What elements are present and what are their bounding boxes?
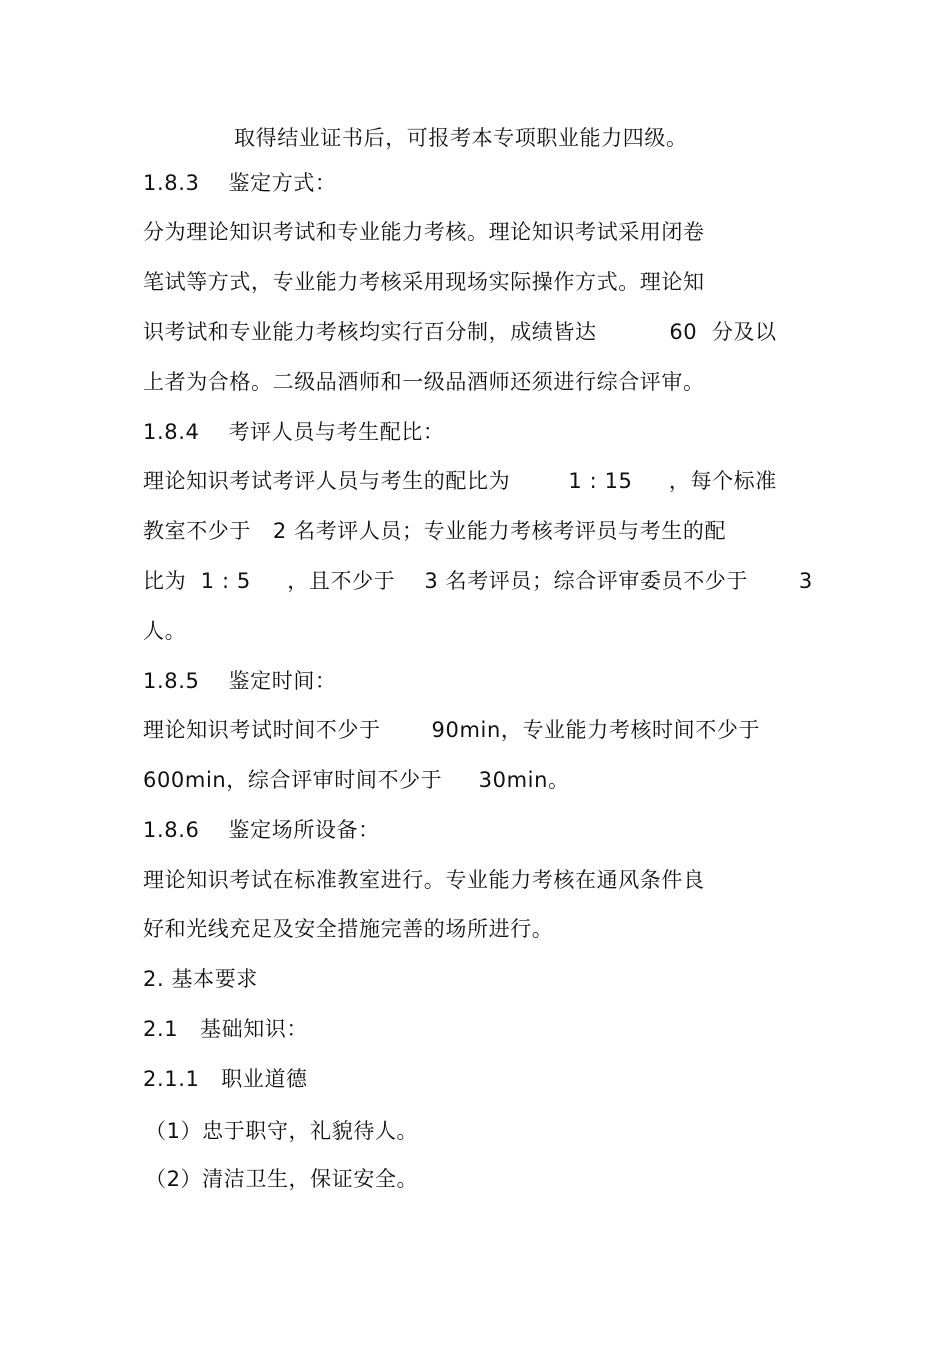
section-heading-1-8-3: 1.8.3 鉴定方式：	[143, 171, 337, 195]
paragraph-line: 人。	[143, 619, 187, 643]
list-item: （2）清洁卫生，保证安全。	[145, 1167, 419, 1191]
paragraph-line: 理论知识考试考评人员与考生的配比为 1 : 15 ，每个标准	[143, 469, 777, 493]
section-heading-2: 2. 基本要求	[143, 967, 258, 991]
section-heading-1-8-4: 1.8.4 考评人员与考生配比：	[143, 420, 445, 444]
section-heading-1-8-5: 1.8.5 鉴定时间：	[143, 669, 337, 693]
paragraph-line: 识考试和专业能力考核均实行百分制，成绩皆达 60 分及以	[143, 320, 777, 344]
section-heading-2-1-1: 2.1.1 职业道德	[143, 1067, 308, 1091]
paragraph-line: 理论知识考试时间不少于 90min，专业能力考核时间不少于	[143, 718, 761, 742]
paragraph-line: 笔试等方式，专业能力考核采用现场实际操作方式。理论知	[143, 270, 705, 294]
paragraph-line: 教室不少于 2 名考评人员；专业能力考核考评员与考生的配	[143, 519, 727, 543]
list-item: （1）忠于职守，礼貌待人。	[145, 1119, 419, 1143]
paragraph-line: 上者为合格。二级品酒师和一级品酒师还须进行综合评审。	[143, 370, 705, 394]
paragraph-line: 分为理论知识考试和专业能力考核。理论知识考试采用闭卷	[143, 220, 705, 244]
paragraph-line: 600min，综合评审时间不少于 30min。	[143, 768, 570, 792]
paragraph-line: 取得结业证书后，可报考本专项职业能力四级。	[234, 126, 688, 150]
paragraph-line: 比为 1 : 5 ，且不少于 3 名考评员；综合评审委员不少于 3	[143, 569, 813, 593]
section-heading-2-1: 2.1 基础知识：	[143, 1017, 309, 1041]
section-heading-1-8-6: 1.8.6 鉴定场所设备：	[143, 818, 380, 842]
paragraph-line: 理论知识考试在标准教室进行。专业能力考核在通风条件良	[143, 868, 705, 892]
paragraph-line: 好和光线充足及安全措施完善的场所进行。	[143, 917, 554, 941]
